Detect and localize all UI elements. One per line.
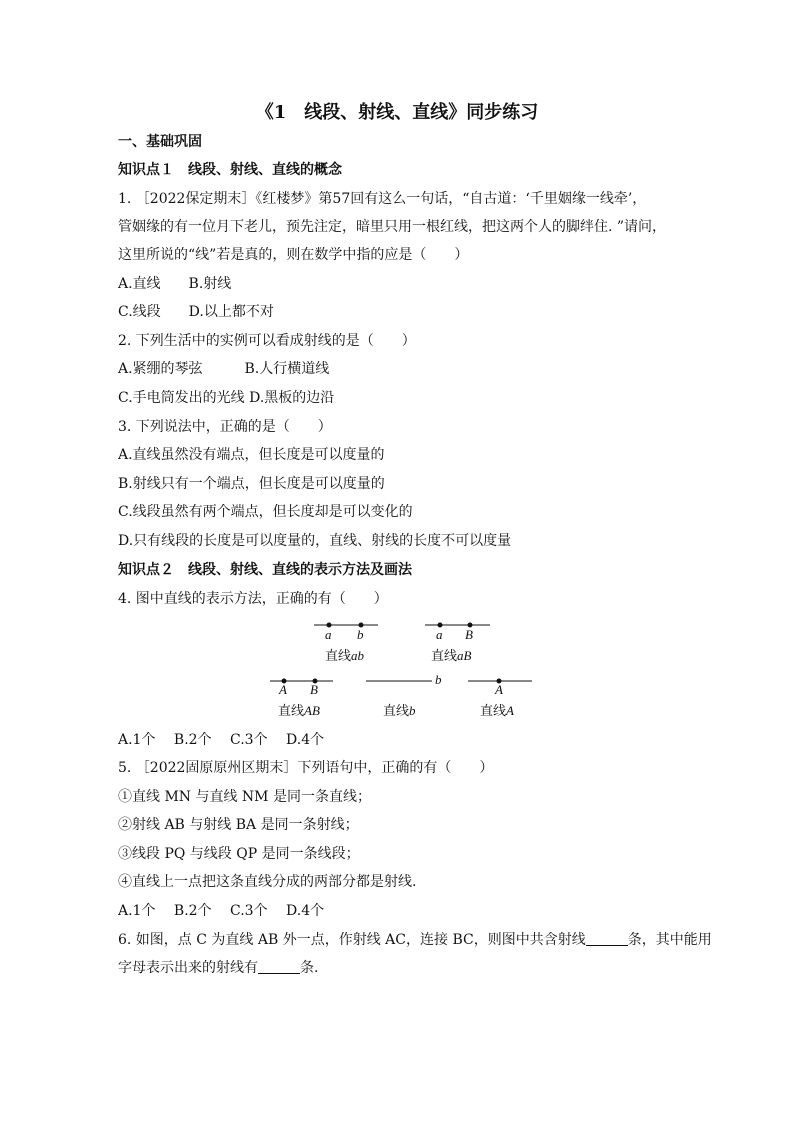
q1-options-cd: C.线段 D.以上都不对 <box>118 304 274 320</box>
fig5-caption: 直线A <box>480 703 514 718</box>
q1-line2: 管姻缘的有一位月下老儿，预先注定，暗里只用一根红线，把这两个人的脚绊住. ”请问， <box>118 219 667 235</box>
fig3-label-b: B <box>310 682 318 697</box>
q6-blank-1[interactable] <box>586 931 628 946</box>
q6-line2-part1: 字母表示出来的射线有 <box>118 960 258 976</box>
q5-statement-4: ④直线上一点把这条直线分成的两部分都是射线. <box>118 874 417 890</box>
q6-line2 <box>118 958 318 978</box>
q6-line1-part1: 6. 如图，点 C 为直线 AB 外一点，作射线 AC，连接 BC，则图中共含射线 <box>118 932 586 948</box>
q2-options-ab: A.紧绷的琴弦 B.人行横道线 <box>118 361 330 377</box>
fig2-label-a: a <box>436 627 443 642</box>
q1-line3: 这里所说的“线”若是真的，则在数学中指的应是（ ） <box>118 247 469 263</box>
q2-options-cd: C.手电筒发出的光线 D.黑板的边沿 <box>118 390 335 406</box>
q3-option-d: D.只有线段的长度是可以度量的，直线、射线的长度不可以度量 <box>118 533 512 549</box>
section-heading: 一、基础巩固 <box>118 134 202 150</box>
fig3-caption: 直线AB <box>278 703 320 718</box>
q4-stem: 4. 图中直线的表示方法，正确的有（ ） <box>118 591 388 607</box>
q6-line1-part2: 条，其中能用 <box>627 932 712 948</box>
q5-options: A.1个 B.2个 C.3个 D.4个 <box>118 903 325 919</box>
fig2-caption: 直线aB <box>431 648 472 663</box>
q5-statement-1: ①直线 MN 与直线 NM 是同一条直线； <box>118 789 371 805</box>
page-title: 《1 线段、射线、直线》同步练习 <box>255 102 539 123</box>
fig4-label-b: b <box>435 672 442 687</box>
fig1-label-a: a <box>325 627 332 642</box>
q1-line1: 1. ［2022保定期末］《红楼梦》第57回有这么一句话，“自古道：‘千里姻缘一线牵’， <box>118 191 647 207</box>
knowledge-point-1: 知识点１ 线段、射线、直线的概念 <box>118 162 342 178</box>
q6-line2-part2: 条. <box>300 960 319 976</box>
q5-statement-3: ③线段 PQ 与线段 QP 是同一条线段； <box>118 846 360 862</box>
knowledge-point-2: 知识点２ 线段、射线、直线的表示方法及画法 <box>118 562 412 578</box>
fig5-label-a: A <box>495 682 503 697</box>
fig2-label-b: B <box>465 627 473 642</box>
fig1-label-b: b <box>357 627 364 642</box>
q5-statement-2: ②射线 AB 与射线 BA 是同一条射线； <box>118 817 359 833</box>
q1-options-ab: A.直线 B.射线 <box>118 276 232 292</box>
q6-line1 <box>118 930 712 950</box>
fig1-caption: 直线ab <box>325 648 365 663</box>
fig4-caption: 直线b <box>383 703 416 718</box>
q5-stem: 5. ［2022固原原州区期末］下列语句中，正确的有（ ） <box>118 760 494 776</box>
q3-option-b: B.射线只有一个端点，但长度是可以度量的 <box>118 476 385 492</box>
q4-options: A.1个 B.2个 C.3个 D.4个 <box>118 732 325 748</box>
fig3-label-a: A <box>279 682 287 697</box>
q3-option-c: C.线段虽然有两个端点，但长度却是可以变化的 <box>118 504 413 520</box>
q3-option-a: A.直线虽然没有端点，但长度是可以度量的 <box>118 447 385 463</box>
q3-stem: 3. 下列说法中，正确的是（ ） <box>118 419 332 435</box>
q6-blank-2[interactable] <box>258 959 300 974</box>
q2-stem: 2. 下列生活中的实例可以看成射线的是（ ） <box>118 333 416 349</box>
